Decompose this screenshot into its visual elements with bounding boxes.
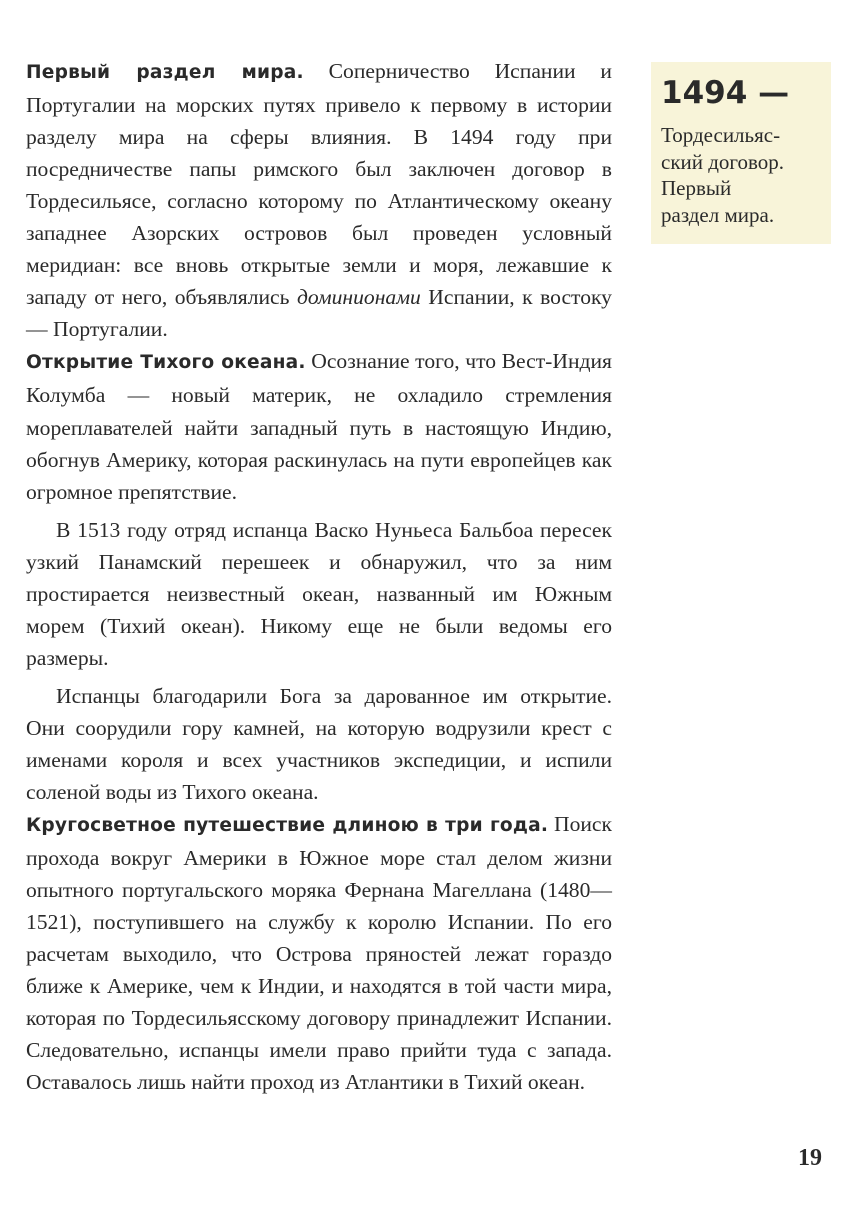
paragraph-circumnavigation (26, 808, 612, 1098)
paragraph-balboa: В 1513 году отряд испанца Васко Нуньеса Бальбоа пересек узкий Панамский перешеек и обнаружил, что за ним простирается неизвестный океан, названный им Южным морем (Тихий океан). Никому еще не были ведомы его размеры. (26, 517, 612, 670)
paragraph-text: Соперничество Испании и Португалии на морских путях привело к первому в истории разделу мира на сферы влияния. В 1494 году при посредничестве папы римского был заключен договор в Тордесильясе, согласно которому по Атлантическому океану западнее Азорских островов был проведен условный меридиан: все вновь открытые земли и моря, лежавшие к западу от него, объявлялись (26, 59, 612, 310)
section-heading-first-division: Первый раздел мира. (26, 62, 304, 83)
paragraph-text: Испании, к востоку — Португалии. (26, 285, 612, 342)
paragraph-pacific (26, 345, 612, 507)
paragraph-text: Поиск прохода вокруг Америки в Южное море стал делом жизни опытного португальского моряка Фернана Магеллана (1480—1521), поступившего на службу к королю Испании. По его расчетам выходило, что Острова пряностей лежат гораздо ближе к Америке, чем к Индии, и находятся в той части мира, которая по Тордесильясскому договору принадлежит Испании. Следовательно, испанцы имели право прийти туда с запада. Оставалось лишь найти проход из Атлантики в Тихий океан. (26, 812, 612, 1095)
section-heading-circumnavigation: Кругосветное путешествие длиною в три года. (26, 815, 549, 837)
date-sidebar (651, 62, 831, 244)
paragraph-text: Осознание того, что Вест-Индия Колумба — новый материк, не охладило стремления мореплавателей найти западный путь в настоящую Индию, обогнув Америку, которая раскинулась на пути европейцев как огромное препятствие. (26, 349, 612, 504)
section-heading-pacific: Открытие Тихого океана. (26, 352, 306, 374)
paragraph-first-division (26, 55, 612, 345)
paragraph-cross: Испанцы благодарили Бога за дарованное им открытие. Они соорудили гору камней, на которую водрузили крест с именами короля и всех участников экспедиции, и испили соленой воды из Тихого океана. (26, 683, 612, 805)
main-text-column (26, 55, 612, 1099)
italic-term: доминионами (296, 285, 421, 310)
page-number: 19 (798, 1145, 822, 1171)
sidebar-caption: Тордесильяс- ский договор. Первый раздел мира. (661, 123, 785, 227)
sidebar-year: 1494 — (661, 75, 790, 111)
